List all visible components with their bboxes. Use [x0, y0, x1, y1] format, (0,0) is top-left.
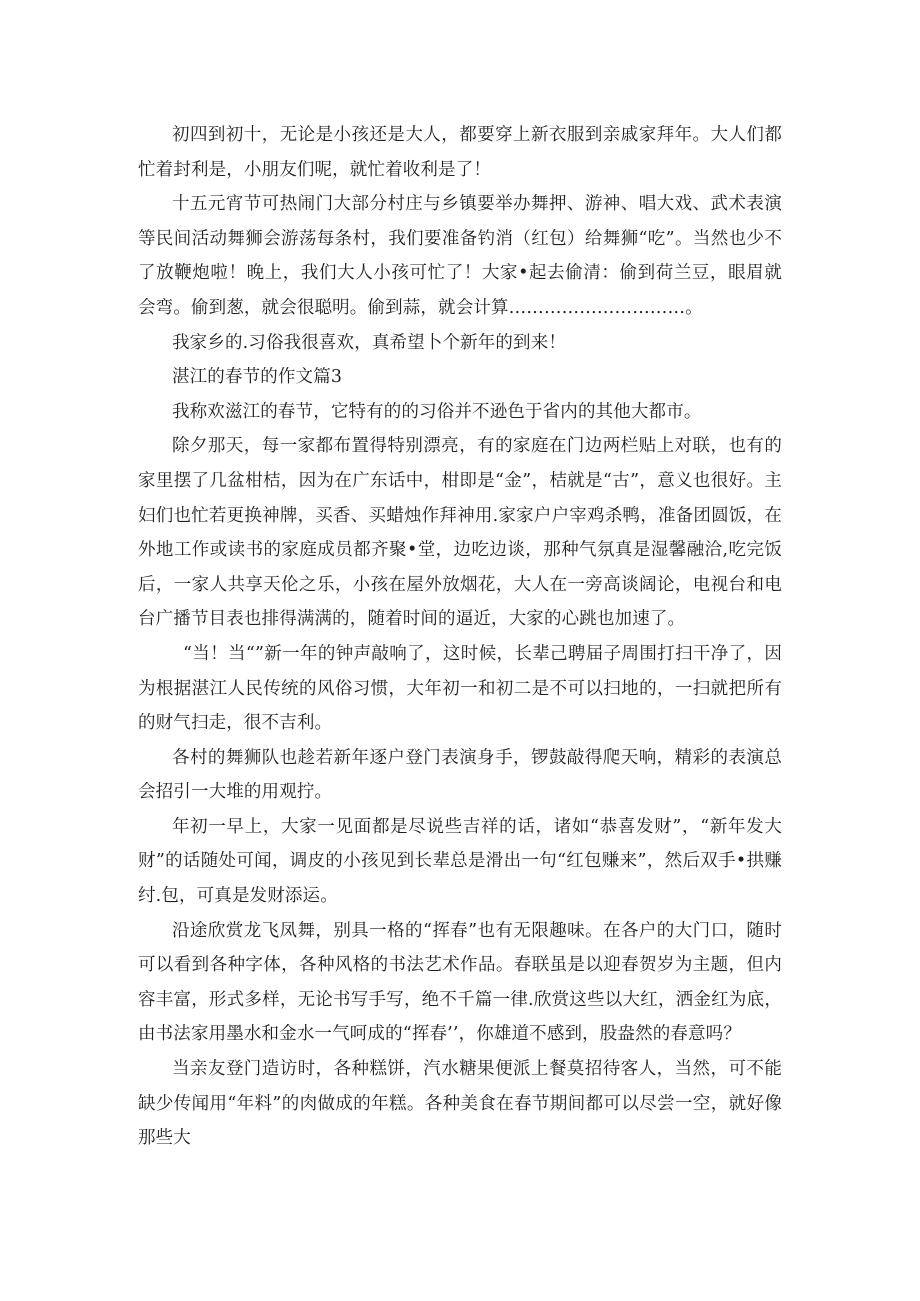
- paragraph-lantern-festival: 十五元宵节可热闹门大部分村庄与乡镇要举办舞押、游神、唱大戏、武术表演等民间活动舞狮会游荡每条村，我们要准备钓消（红包）给舞狮“吃”。当然也少不了放鞭炮啦！晚上，我们大人小孩可忙了！大家•起去偷清：偷到荷兰豆，眼眉就会弯。偷到葱，就会很聪明。偷到蒜，就会计算…………………………。: [138, 194, 782, 318]
- paragraph-hometown-customs: 我家乡的.习俗我很喜欢，真希望卜个新年的到来！: [172, 332, 567, 353]
- paragraph-new-year-visits: 初四到初十，无论是小孩还是大人，都要穿上新衣服到亲戚家拜年。大人们都忙着封利是，小朋友们呢，就忙着收利是了！: [138, 125, 782, 180]
- paragraph-visiting-food: 当亲友登门造访时，各种糕饼，汽水糖果便派上餐莫招待客人，当然，可不能缺少传闻用“年料”的肉做成的年糕。各种美食在春节期间都可以尽尝一空，就好像那些大: [138, 1059, 782, 1149]
- document-body: [138, 118, 782, 1156]
- paragraph-first-morning: 年初一早上，大家一见面都是尽说些吉祥的话，诸如“恭喜发财”，“新年发大财”的话随处可闻，调皮的小孩见到长辈总是滑出一句“红包赚来”，然后双手•拱赚纣.包，可真是发财添运。: [138, 816, 782, 907]
- paragraph-spring-couplets: 沿途欣赏龙飞凤舞，别具一格的“挥春”也有无限趣味。在各户的大门口，随时可以看到各种字体，各种风格的书法艺术作品。春联虽是以迎春贺岁为主题，但内容丰富，形式多样，无论书写手写，绝不千篇一律.欣赏这些以大红，洒金红为底，由书法家用墨水和金水一气呵成的“挥春’’，你雄道不感到，股盎然的春意吗？: [138, 920, 782, 1045]
- paragraph-new-years-eve: 除夕那天，每一家都布置得特别漂亮，有的家庭在门边两栏贴上对联，也有的家里摆了几盆柑桔，因为在广东话中，柑即是“金”，桔就是“古”，意义也很好。主妇们也忙若更换神牌，买香、买蜡烛作拜神用.家家户户宰鸡杀鸭，准备团圆饭，在外地工作或读书的家庭成员都齐聚•堂，边吃边谈，那种气氛真是湿馨融洽,吃完饭后，一家人共享天伦之乐，小孩在屋外放烟花，大人在一旁高谈阔论，电视台和电台广播节目表也排得满满的，随着时间的逼近，大家的心跳也加速了。: [138, 436, 782, 630]
- section-title: 湛江的春节的作文篇3: [172, 367, 343, 388]
- paragraph-intro: 我称欢滋江的春节，它特有的的习俗并不逊色于省内的其他大都市。: [172, 401, 702, 422]
- paragraph-lion-dance: 各村的舞狮队也趁若新年逐户登门表演身手，锣鼓敲得爬天响，精彩的表演总会招引一大堆的用观拧。: [138, 747, 782, 803]
- paragraph-new-year-bell: “当！当“”新一年的钟声敲响了，这时候，长辈己聘届子周围打扫干净了，因为根据湛江人民传统的风俗习惯，大年初一和初二是不可以扫地的，一扫就把所有的财气扫走，很不吉利。: [138, 643, 782, 734]
